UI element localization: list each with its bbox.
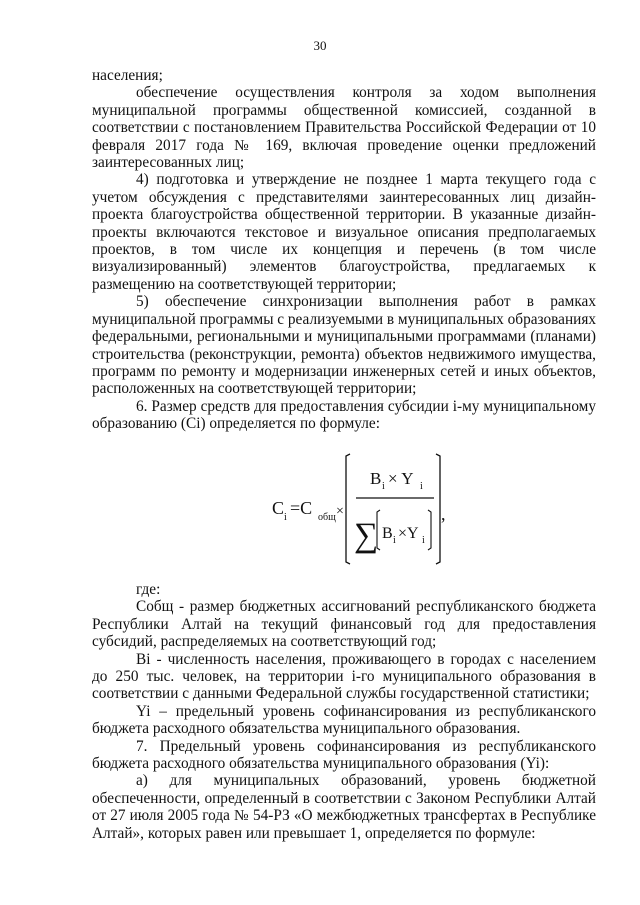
page-number: 30 bbox=[313, 38, 327, 53]
paragraph: Bi - численность населения, проживающего в городах с населением до 250 тыс. человек, на территории i-го муниципального образования в соответствии с данными Федеральной службы государственной статистики; bbox=[92, 650, 596, 703]
formula-num-sub2: i bbox=[420, 481, 423, 492]
inner-paren-left bbox=[377, 510, 380, 550]
paragraph: 5) обеспечение синхронизации выполнения работ в рамках муниципальной программы с реализуемыми в муниципальных образованиях федеральными, региональными и муниципальными программами (планами) строительства (реконструкции, ремонта) объектов недвижимого имущества, программ по ремонту и модернизации инженерных сетей и иных объектов, расположенных на соответствующей территории; bbox=[92, 293, 596, 398]
paragraph: а) для муниципальных образований, уровень бюджетной обеспеченности, определенный в соответствии с Законом Республики Алтай от 27 июля 2005 года № 54-РЗ «О межбюджетных трансфертах в Республике Алтай», которых равен или превышает 1, определяется по формуле: bbox=[92, 772, 596, 842]
formula-lhs-sub: i bbox=[284, 512, 287, 523]
formula-den-b: B bbox=[382, 525, 393, 542]
paragraph: Cобщ - размер бюджетных ассигнований республиканского бюджета Республики Алтай на текущий финансовый год для предоставления субсидий, распределяемых на соответствующий год; bbox=[92, 598, 596, 651]
formula-num-times: × Y bbox=[388, 469, 414, 488]
outer-paren-left bbox=[346, 454, 350, 564]
formula-lhs: C bbox=[272, 498, 285, 518]
formula-times: × bbox=[336, 504, 344, 519]
formula-sum: ∑ bbox=[354, 517, 379, 554]
body-text-bottom bbox=[92, 581, 596, 842]
formula-numerator: B bbox=[370, 469, 382, 488]
outer-paren-right bbox=[436, 454, 440, 564]
subsidy-formula bbox=[270, 450, 470, 568]
formula-den-times: ×Y bbox=[398, 525, 419, 542]
formula-den-sub: i bbox=[393, 535, 396, 546]
formula-total-sub: общ bbox=[318, 512, 336, 523]
body-text-top bbox=[92, 67, 596, 433]
inner-paren-right bbox=[428, 510, 431, 550]
formula-num-sub: i bbox=[382, 481, 385, 492]
formula-den-sub2: i bbox=[422, 535, 425, 546]
paragraph: обеспечение осуществления контроля за ходом выполнения муниципальной программы общественной комиссией, созданной в соответствии с постановлением Правительства Российской Федерации от 10 февраля 2017 года № 169, включая проведение оценки предложений заинтересованных лиц; bbox=[92, 84, 596, 172]
paragraph: населения; bbox=[92, 67, 163, 84]
formula-comma: , bbox=[441, 504, 446, 524]
formula-eq: =C bbox=[290, 498, 313, 518]
paragraph: 7. Предельный уровень софинансирования из республиканского бюджета расходного обязательства муниципального образования (Yi): bbox=[92, 737, 596, 773]
paragraph: 6. Размер средств для предоставления субсидии i-му муниципальному образованию (Ci) определяется по формуле: bbox=[92, 397, 596, 433]
paragraph: Yi – предельный уровень софинансирования из республиканского бюджета расходного обязательства муниципального образования. bbox=[92, 702, 596, 738]
paragraph: где: bbox=[136, 581, 161, 598]
paragraph: 4) подготовка и утверждение не позднее 1 марта текущего года с учетом обсуждения с представителями заинтересованных лиц дизайн-проекта благоустройства общественной территории. В указанные дизайн-проекты включаются текстовое и визуальное описания предполагаемых проектов, в том числе их концепция и перечень (в том числе визуализированный) элементов благоустройства, предлагаемых к размещению на соответствующей территории; bbox=[92, 171, 596, 293]
